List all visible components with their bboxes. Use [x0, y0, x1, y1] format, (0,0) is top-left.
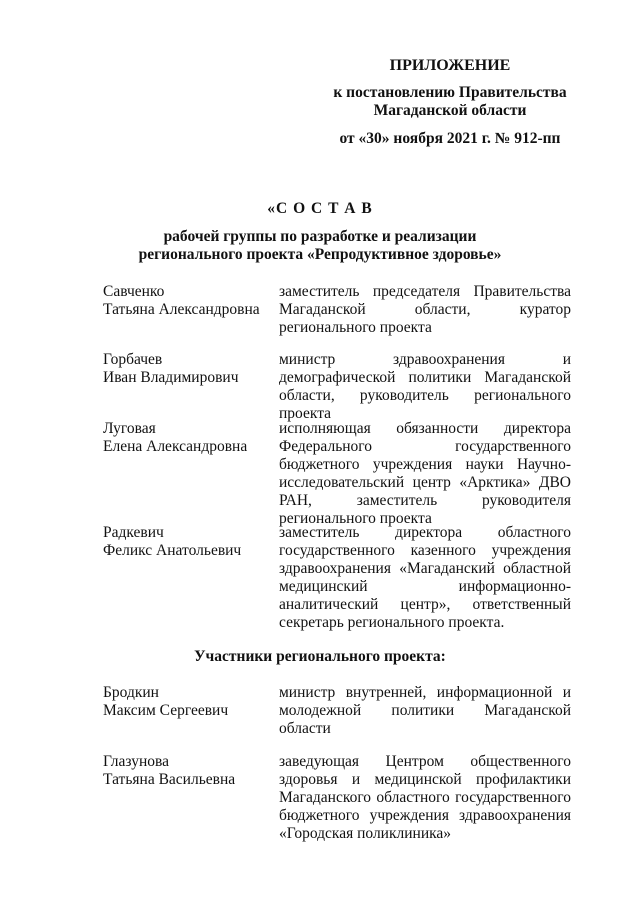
document-subheading-2: регионального проекта «Репродуктивное здоровье» — [138, 246, 502, 263]
member-given-name: Татьяна Александровна — [103, 301, 260, 318]
participants-heading: Участники регионального проекта: — [194, 648, 446, 665]
document-subheading-1: рабочей группы по разработке и реализации — [163, 228, 477, 245]
member-name — [103, 420, 273, 456]
participant-name — [103, 684, 273, 720]
participant-role: министр внутренней, информационной и молодежной политики Магаданской области — [279, 684, 571, 737]
member-surname: Горбачев — [103, 351, 163, 368]
participant-role: заведующая Центром общественного здоровья и медицинской профилактики Магаданского областного государственного бюджетного учреждения здравоохранения «Городская поликлиника» — [279, 753, 571, 842]
participant-name — [103, 753, 273, 789]
member-role: заместитель директора областного государственного казенного учреждения здравоохранения «Магаданский областной медицинский информационно-аналитический центр», ответственный секретарь регионального проекта. — [279, 524, 571, 631]
member-role: исполняющая обязанности директора Федерального государственного бюджетного учреждения науки Научно-исследовательский центр «Арктика» ДВО РАН, заместитель руководителя регионального проекта — [279, 420, 571, 527]
participant-given-name: Татьяна Васильевна — [103, 771, 236, 788]
member-name — [103, 351, 273, 387]
member-given-name: Иван Владимирович — [103, 369, 239, 386]
participant-surname: Бродкин — [103, 684, 159, 701]
appendix-date-line: от «30» ноября 2021 г. № 912-пп — [339, 130, 561, 147]
member-name — [103, 524, 273, 560]
member-role: министр здравоохранения и демографической политики Магаданской области, руководитель регионального проекта — [279, 351, 571, 422]
member-role: заместитель председателя Правительства Магаданской области, куратор регионального проекта — [279, 283, 571, 336]
member-surname: Радкевич — [103, 524, 164, 541]
document-heading: «С О С Т А В — [267, 200, 373, 217]
appendix-title: ПРИЛОЖЕНИЕ — [389, 57, 511, 74]
member-surname: Савченко — [103, 283, 165, 300]
participant-surname: Глазунова — [103, 753, 169, 770]
member-given-name: Феликс Анатольевич — [103, 542, 242, 559]
member-name — [103, 283, 273, 319]
member-surname: Луговая — [103, 420, 156, 437]
participant-given-name: Максим Сергеевич — [103, 702, 229, 719]
member-given-name: Елена Александровна — [103, 438, 248, 455]
appendix-region-line: Магаданской области — [373, 102, 527, 119]
appendix-decree-line: к постановлению Правительства — [333, 84, 567, 101]
